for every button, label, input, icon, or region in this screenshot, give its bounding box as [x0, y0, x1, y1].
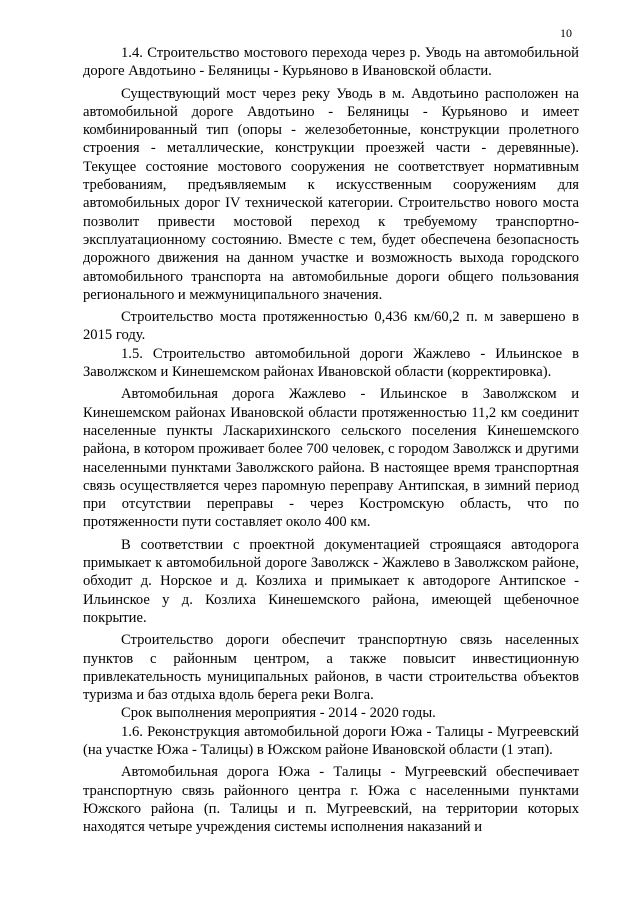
paragraph-road-route: В соответствии с проектной документацией строящаяся автодорога примыкает к автомобильной дороге Заволжск - Жажлево в Заволжском районе, обходит д. Норское и д. Козлиха и примыкает к автодороге Антипское - Ильинское у д. Козлиха Кинешемского района, имеющей щебеночное покрытие.	[83, 536, 579, 626]
paragraph-road-benefits: Строительство дороги обеспечит транспортную связь населенных пунктов с районным центром, а также повысит инвестиционную привлекательность муниципальных районов, в части строительства объектов туризма и баз отдыха вдоль берега реки Волга.	[83, 632, 579, 704]
paragraph-road-description: Автомобильная дорога Жажлево - Ильинское в Заволжском и Кинешемском районах Ивановской области протяженностью 11,2 км соединит населенные пункты Ласкарихинского сельского поселения Кинешемского района, в котором проживает более 700 человек, с городом Заволжск и другими населенными пунктами Заволжского района. В настоящее время транспортная связь осуществляется через паромную переправу Антипская, в зимний период при отсутствии переправы - через Костромскую область, что по протяженности пути составляет около 400 км.	[83, 386, 579, 531]
section-heading-1-6: 1.6. Реконструкция автомобильной дороги Южа - Талицы - Мугреевский (на участке Южа - Талицы) в Южском районе Ивановской области (1 этап).	[83, 723, 579, 758]
paragraph-yuzha-road: Автомобильная дорога Южа - Талицы - Мугреевский обеспечивает транспортную связь районного центра г. Южа с населенными пунктами Южского района (п. Талицы и п. Мугреевский, на территории которых находятся четыре учреждения системы исполнения наказаний и	[83, 764, 579, 836]
paragraph-bridge-completion: Строительство моста протяженностью 0,436 км/60,2 п. м завершено в 2015 году.	[83, 309, 579, 344]
page-number: 10	[560, 26, 572, 40]
paragraph-deadline: Срок выполнения мероприятия - 2014 - 2020 годы.	[121, 705, 436, 722]
paragraph-bridge-description: Существующий мост через реку Уводь в м. Авдотьино расположен на автомобильной дороге Авдотьино - Беляницы - Курьяново и имеет комбинированный тип (опоры - железобетонные, конструкции пролетного строения - металлические, конструкции проезжей части - деревянные). Текущее состояние мостового сооружения не соответствует нормативным требованиям, предъявляемым к искусственным сооружениям для автомобильных дорог IV технической категории. Строительство нового моста позволит привести мостовой переход к требуемому транспортно-эксплуатационному состоянию. Вместе с тем, будет обеспечена безопасность дорожного движения на данном участке и возможность выхода городского автомобильного транспорта на автомобильные дороги общего пользования регионального и межмуниципального значения.	[83, 85, 579, 303]
section-heading-1-5: 1.5. Строительство автомобильной дороги Жажлево - Ильинское в Заволжском и Кинешемском районах Ивановской области (корректировка).	[83, 345, 579, 381]
section-heading-1-4: 1.4. Строительство мостового перехода через р. Уводь на автомобильной дороге Авдотьино - Беляницы - Курьяново в Ивановской области.	[83, 45, 579, 80]
document-body	[83, 44, 579, 836]
